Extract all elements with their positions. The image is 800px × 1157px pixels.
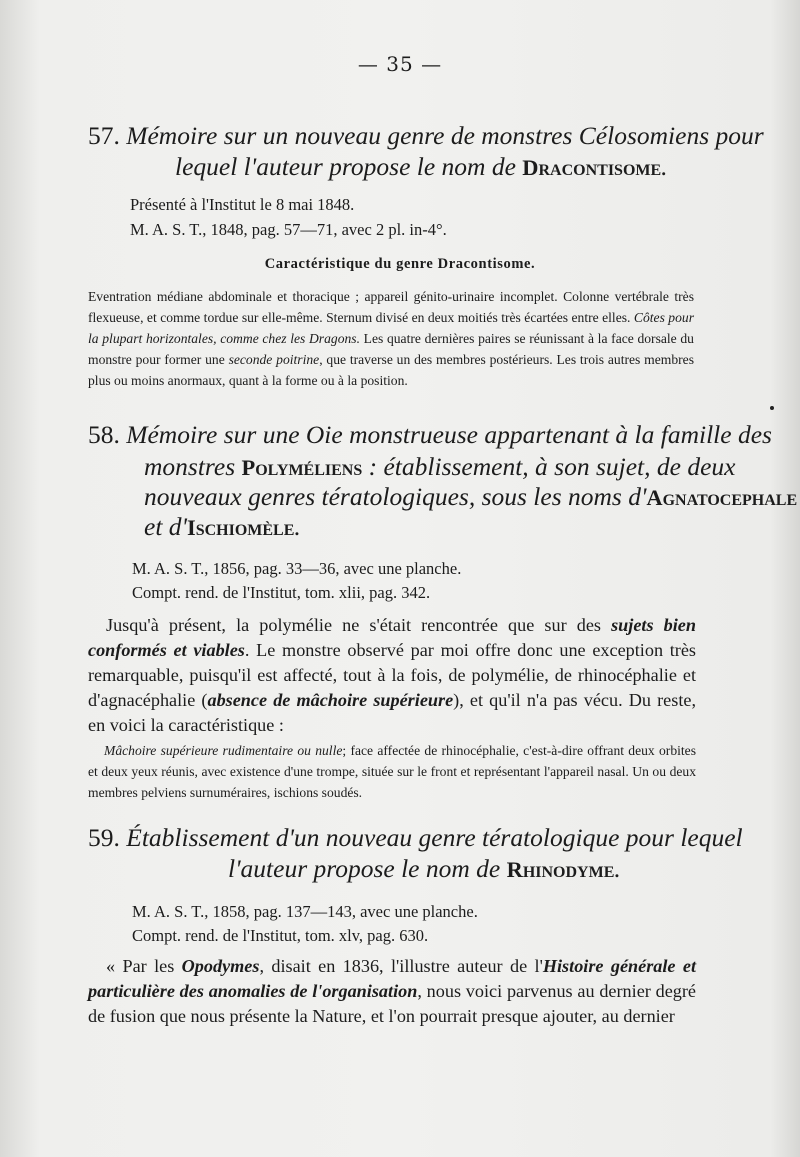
title-line: monstres: [144, 452, 236, 481]
title-line: Établissement d'un nouveau genre tératologique pour lequel: [126, 823, 743, 852]
body-emphasis: sujets bien conformés et viables: [88, 615, 696, 660]
body-paragraph: [88, 613, 696, 738]
book-title: Histoire générale et particulière des anomalies de l'organisation: [88, 956, 697, 1001]
title-line: nouveaux genres tératologiques, sous les noms d': [144, 482, 647, 511]
desc-text: Les quatre dernières paires se réunissant à la face dorsale du monstre pour former une: [88, 331, 694, 367]
entry-number: 57.: [88, 121, 120, 150]
desc-text: , que traverse un des membres postérieurs. Les trois autres membres plus ou moins anormaux, quant à la forme ou à la position.: [88, 352, 694, 388]
quote-paragraph: [88, 954, 696, 1029]
genus-name: Dracontisome: [522, 155, 662, 180]
title-line: lequel l'auteur propose le nom de: [175, 152, 516, 181]
comptes-rendus-ref: Compt. rend. de l'Institut, tom. xlii, pag. 342.: [132, 583, 431, 602]
genus-name: Agnatocephale: [646, 485, 798, 510]
family-name: Polyméliens: [241, 455, 363, 480]
desc-text: Eventration médiane abdominale et thoracique ; appareil génito-urinaire incomplet. Colonne vertébrale très flexueuse, et comme tordue sur elle-même. Sternum divisé en deux moitiés très écartées entre elles.: [88, 289, 694, 325]
title-end: .: [614, 854, 621, 883]
body-text: Jusqu'à présent, la polymélie ne s'était rencontrée que sur des: [106, 615, 601, 635]
title-line: et d': [144, 512, 187, 541]
quote-emphasis: Opodymes: [181, 956, 260, 976]
genus-description: [88, 286, 694, 391]
title-end: .: [661, 152, 668, 181]
quote-text: , disait en 1836, l'illustre auteur de l': [259, 956, 543, 976]
title-line: l'auteur propose le nom de: [228, 854, 501, 883]
genus-name: Ischiomèle: [186, 515, 295, 540]
body-emphasis: absence de mâchoire supérieure: [207, 690, 454, 710]
section-heading: Caractéristique du genre Dracontisome.: [264, 256, 536, 272]
entry-number: 59.: [88, 823, 120, 852]
publication-ref: M. A. S. T., 1848, pag. 57—71, avec 2 pl. in-4°.: [130, 220, 447, 239]
char-italic: Mâchoire supérieure rudimentaire ou nulle: [104, 743, 343, 758]
comptes-rendus-ref: Compt. rend. de l'Institut, tom. xlv, pag. 630.: [132, 926, 429, 945]
genus-name: Rhinodyme: [506, 857, 615, 882]
desc-italic: seconde poitrine: [228, 352, 320, 367]
title-line: Mémoire sur une Oie monstrueuse appartenant à la famille des: [126, 420, 772, 449]
desc-italic: Côtes pour la plupart horizontales, comme chez les Dragons.: [88, 310, 694, 346]
body-text: . Le monstre observé par moi offre donc une exception très remarquable, puisqu'il est affecté, tout à la fois, de polymélie, de rhinocéphalie et d'agnacéphalie (: [88, 640, 697, 710]
page-number: — 35 —: [357, 52, 443, 76]
publication-ref: M. A. S. T., 1858, pag. 137—143, avec une planche.: [132, 902, 478, 921]
title-line: : établissement, à son sujet, de deux: [368, 452, 736, 481]
char-text: ; face affectée de rhinocéphalie, c'est-à-dire offrant deux orbites et deux yeux réunis, avec existence d'une trompe, située sur le front et représentant l'appareil nasal. Un ou deux membres pelviens surnuméraires, ischions soudés.: [88, 743, 697, 800]
presented-note: Présenté à l'Institut le 8 mai 1848.: [130, 195, 355, 214]
body-text: ), et qu'il n'a pas vécu. Du reste, en voici la caractéristique :: [88, 690, 696, 735]
quote-text: « Par les: [106, 956, 175, 976]
quote-text: , nous voici parvenus au dernier degré de fusion que nous présente la Nature, et l'on pourrait presque ajouter, au dernier: [88, 981, 697, 1026]
title-line: Mémoire sur un nouveau genre de monstres Célosomiens pour: [126, 121, 764, 150]
publication-ref: M. A. S. T., 1856, pag. 33—36, avec une planche.: [132, 559, 462, 578]
genus-characteristics: [88, 740, 696, 803]
print-speck: [770, 406, 774, 410]
title-end: .: [294, 512, 301, 541]
entry-number: 58.: [88, 420, 120, 449]
